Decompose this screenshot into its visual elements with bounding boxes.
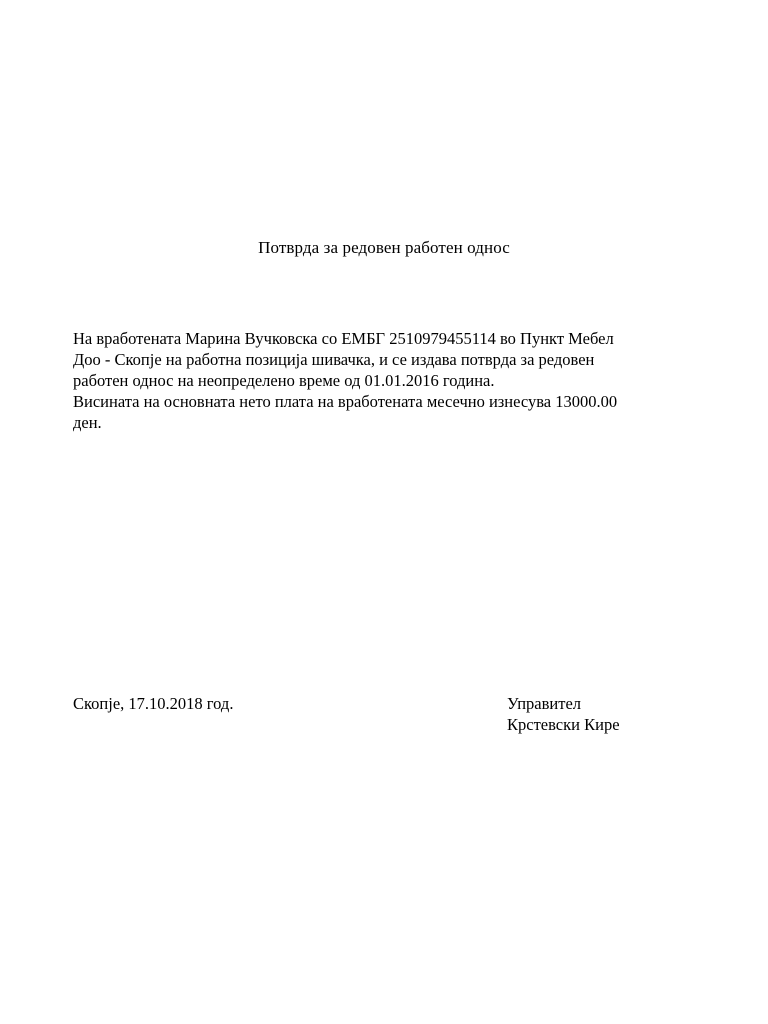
place-and-date: Скопје, 17.10.2018 год. xyxy=(73,694,234,713)
body-line: работен однос на неопределено време од 01.01.2016 година. xyxy=(73,371,495,390)
signatory-name: Крстевски Кире xyxy=(507,715,620,734)
signatory-position: Управител xyxy=(507,694,582,713)
body-line: Висината на основната нето плата на вработената месечно изнесува 13000.00 xyxy=(73,392,618,411)
body-line: Доо - Скопје на работна позиција шивачка, и се издава потврда за редовен xyxy=(73,350,595,369)
body-line: На вработената Марина Вучковска со ЕМБГ 2510979455114 во Пункт Мебел xyxy=(73,329,614,348)
body-line: ден. xyxy=(73,413,102,432)
document-body xyxy=(73,328,713,433)
signature-block xyxy=(507,693,620,735)
document-title: Потврда за редовен работен однос xyxy=(258,238,510,257)
